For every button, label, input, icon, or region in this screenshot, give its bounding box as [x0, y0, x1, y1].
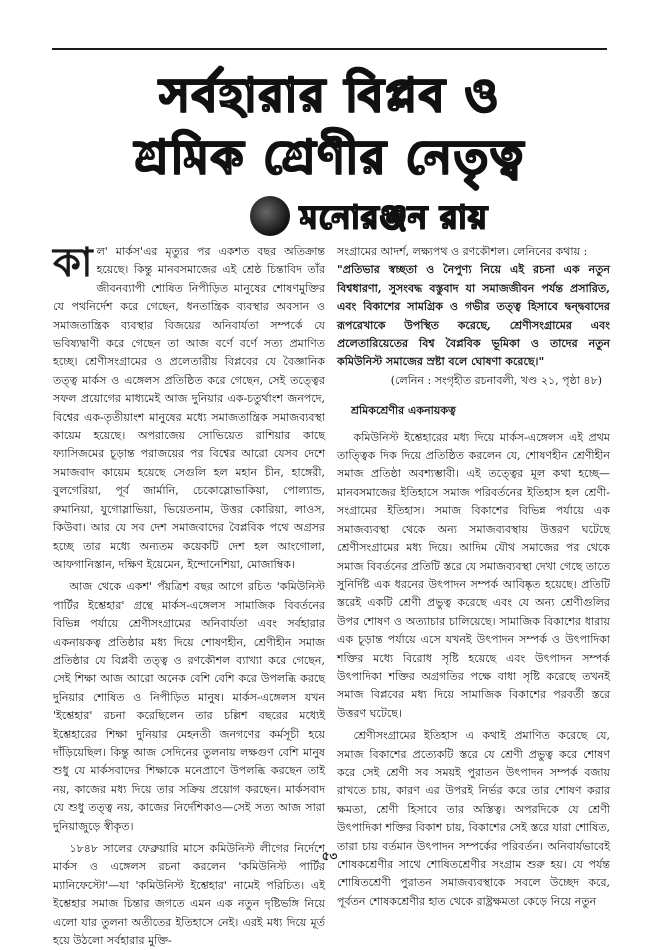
- article-title: [60, 55, 600, 185]
- section-heading: শ্রমিকশ্রেণীর একনায়কত্ব: [351, 404, 456, 418]
- left-paragraph-2: আজ থেকে একশ' পঁয়ত্রিশ বছর আগে রচিত 'কমিউনিস্ট পার্টির ইশ্তেহার' গ্রন্থে মার্কস-এঙ্গেলস সামাজিক বিবর্তনের বিভিন্ন পর্যায়ে শ্রেণীসংগ্রামের অনিবার্যতা এবং সর্বহারার একনায়কত্ব প্রতিষ্ঠার মধ্য দিয়ে শোষণহীন, শ্রেণীহীন সমাজ প্রতিষ্ঠার যে বিপ্লবী তত্ত্ব ও রণকৌশল ব্যাখ্যা করে গেছেন, সেই শিক্ষা আজ আরো অনেক বেশি বেশি করে উপলব্ধি করছে দুনিয়ার শোষিত ও নিপীড়িত মানুষ। মার্কস-এঙ্গেলস যখন 'ইশ্তেহার' রচনা করেছিলেন তার চল্লিশ বছরের মধ্যেই ইশ্তেহারের শিক্ষা দুনিয়ার মেহনতী জনগণের কর্মসূচী হয়ে দাঁড়িয়েছিল। কিন্তু আজ সেদিনের তুলনায় লক্ষগুণ বেশি মানুষ শুধু যে মার্কসবাদের শিক্ষাকে মনেপ্রাণে উপলব্ধি করছেন তাই নয়, কাজের মধ্য দিয়ে তার সক্রিয় প্রয়োগ করছেন। মার্কসবাদ যে শুধু তত্ত্ব নয়, কাজের নির্দেশিকাও—সেই সত্য আজ সারা দুনিয়াজুড়ে স্বীকৃত।: [53, 580, 325, 833]
- page-number: ৫৩: [321, 849, 338, 863]
- left-paragraph-1: [53, 240, 325, 574]
- left-column: [53, 240, 325, 948]
- right-paragraph-1: সংগ্রামের আদর্শ, লক্ষ্যপথ ও রণকৌশল। লেনিনের কথায় :: [337, 245, 588, 258]
- top-rule: [52, 48, 607, 50]
- author-name: মনোরঞ্জন রায়: [300, 198, 488, 236]
- title-line-2: শ্রমিক শ্রেণীর নেতৃত্ব: [134, 130, 526, 184]
- right-paragraph-2: কমিউনিস্ট ইশ্তেহারের মধ্য দিয়ে মার্কস-এঙ্গেলস এই প্রথম তাত্ত্বিক দিক দিয়ে প্রতিষ্ঠিত করলেন যে, শোষণহীন শ্রেণীহীন সমাজ প্রতিষ্ঠা অবশ্যম্ভাবী। এই তত্ত্বের মূল কথা হচ্ছে—মানবসমাজের ইতিহাসে সমাজ পরিবর্তনের ইতিহাস হল শ্রেণী-সংগ্রামের ইতিহাস। সমাজ বিকাশের বিভিন্ন পর্যায়ে এক সমাজব্যবস্থা থেকে অন্য সমাজব্যবস্থায় উত্তরণ ঘটেছে শ্রেণীসংগ্রামের মধ্য দিয়ে। আদিম যৌথ সমাজের পর থেকে সমাজ বিবর্তনের প্রতিটি স্তরে যে সমাজব্যবস্থা দেখা গেছে তাতে সুনির্দিষ্ট এক ধরনের উৎপাদন সম্পর্ক আবিষ্কৃত হয়েছে। প্রতিটি স্তরেই একটি শ্রেণী প্রভুত্ব করেছে এবং যে অন্য শ্রেণীগুলির উপর শোষণ ও অত্যাচার চালিয়েছে। সামাজিক বিকাশের ধারায় এক চূড়ান্ত পর্যায়ে এসে যখনই উৎপাদন সম্পর্ক ও উৎপাদিকা শক্তির মধ্যে বিরোধ সৃষ্টি হয়েছে এবং উৎপাদন সম্পর্ক উৎপাদিকা শক্তির অগ্রগতির পক্ষে বাধা সৃষ্টি করেছে তখনই সমাজ বিপ্লবের মধ্য দিয়ে সামাজিক বিকাশের পরবর্তী স্তরে উত্তরণ ঘটেছে।: [337, 430, 610, 720]
- byline: [250, 190, 610, 240]
- lenin-quote: "প্রতিভার স্বচ্ছতা ও নৈপুণ্য নিয়ে এই রচনা এক নতুন বিশ্বধারণা, সুসংবদ্ধ বস্তুবাদ যা সমাজজীবন পর্যন্ত প্রসারিত, এবং বিকাশের সামগ্রিক ও গভীর তত্ত্ব হিসাবে দ্বন্দ্ববাদের রূপরেখাকে উপস্থিত করেছে, শ্রেণীসংগ্রামের এবং প্রলেতারিয়েতের বিশ্ব বৈপ্লবিক ভূমিকা ও তাদের নতুন কমিউনিস্ট সমাজের স্রষ্টা বলে ঘোষণা করেছে।": [337, 263, 610, 369]
- drop-cap: কা: [53, 240, 93, 286]
- left-paragraph-3: ১৮৪৮ সালের ফেব্রুয়ারি মাসে কমিউনিস্ট লীগের নির্দেশে মার্কস ও এঙ্গেলস রচনা করলেন 'কমিউনিস্ট পার্টির ম্যানিফেস্টো'—যা 'কমিউনিস্ট ইশ্তেহার' নামেই পরিচিত। এই ইশ্তেহার সমাজ চিন্তার জগতে এমন এক নতুন দৃষ্টিভঙ্গি নিয়ে এলো যার তুলনা অতীতের ইতিহাসে নেই। এরই মধ্য দিয়ে মূর্ত হয়ে উঠলো সর্বহারার মুক্তি-: [53, 842, 325, 948]
- title-line-1: সর্বহারার বিপ্লব ও: [159, 68, 501, 122]
- right-column: [337, 243, 610, 908]
- byline-ornament-icon: [250, 196, 290, 236]
- quote-citation: (লেনিন : সংগৃহীত রচনাবলী, খণ্ড ২১, পৃষ্ঠা ৪৮): [390, 373, 602, 387]
- left-paragraph-1-text: ল' মার্কস'এর মৃত্যুর পর একশত বছর অতিক্রান্ত হয়েছে। কিন্তু মানবসমাজের এই শ্রেষ্ঠ চিন্তাবিদ তাঁর জীবনব্যাপী শোষিত নিপীড়িত মানুষের শোষণমুক্তির যে পথনির্দেশ করে গেছেন, ধনতান্ত্রিক ব্যবস্থার অবসান ও সমাজতান্ত্রিক ব্যবস্থার বিজয়ের অনিবার্যতা সম্পর্কে যে ভবিষ্যদ্বাণী করে গেছেন তা আজ বর্ণে বর্ণে সত্য প্রমাণিত হচ্ছে। শ্রেণীসংগ্রামের ও প্রলেতারীয় বিপ্লবের যে বৈজ্ঞানিক তত্ত্ব মার্কস ও এঙ্গেলস প্রতিষ্ঠিত করে গেছেন, সেই তত্ত্বের সফল প্রয়োগের মাধ্যমেই আজ দুনিয়ার এক-চতুর্থাংশ জনপদে, বিশ্বের এক-তৃতীয়াংশ মানুষের মধ্যে সমাজতান্ত্রিক সমাজব্যবস্থা কায়েম হয়েছে। অপরাজেয় সোভিয়েত রাশিয়ার কাছে ফ্যাসিজমের চূড়ান্ত পরাজয়ের পর বিশ্বের আরো যেসব দেশে সমাজবাদ কায়েম হয়েছে সেগুলি হল মহান চীন, হাঙ্গেরী, বুলগেরিয়া, পূর্ব জার্মানি, চেকোস্লোভাকিয়া, পোল্যান্ড, রুমানিয়া, যুগোস্লাভিয়া, ভিয়েতনাম, উত্তর কোরিয়া, লাওস, কিউবা। আর যে সব দেশ সমাজবাদের বৈপ্লবিক পথে অগ্রসর হচ্ছে তার মধ্যে অন্যতম কয়েকটি দেশ হল আংগোলা, আফগানিস্তান, দক্ষিণ ইয়েমেন, ইন্দোনেশিয়া, মোজাম্বিক।: [53, 245, 325, 571]
- right-paragraph-3: শ্রেণীসংগ্রামের ইতিহাস এ কথাই প্রমাণিত করেছে যে, সমাজ বিকাশের প্রত্যেকটি স্তরে যে শ্রেণী প্রভুত্ব করে শোষণ করে সেই শ্রেণী সব সময়ই পুরাতন উৎপাদন সম্পর্ক বজায় রাখতে চায়, কারণ এর উপরই নির্ভর করে তার শোষণ করার ক্ষমতা, শ্রেণী হিসাবে তার অস্তিত্ব। অপরদিকে যে শ্রেণী উৎপাদিকা শক্তির বিকাশ চায়, বিকাশের সেই স্তরে যারা শোষিত, তারা চায় বর্তমান উৎপাদন সম্পর্কের পরিবর্তন। অনিবার্যভাবেই শোষকশ্রেণীর সাথে শোষিতশ্রেণীর সংগ্রাম শুরু হয়। যে পর্যন্ত শোষিতশ্রেণী পুরাতন সমাজব্যবস্থাকে সবলে উচ্ছেদ করে, পূর্বতন শোষকশ্রেণীর হাত থেকে রাষ্ট্রক্ষমতা কেড়ে নিয়ে নতুন: [337, 729, 610, 908]
